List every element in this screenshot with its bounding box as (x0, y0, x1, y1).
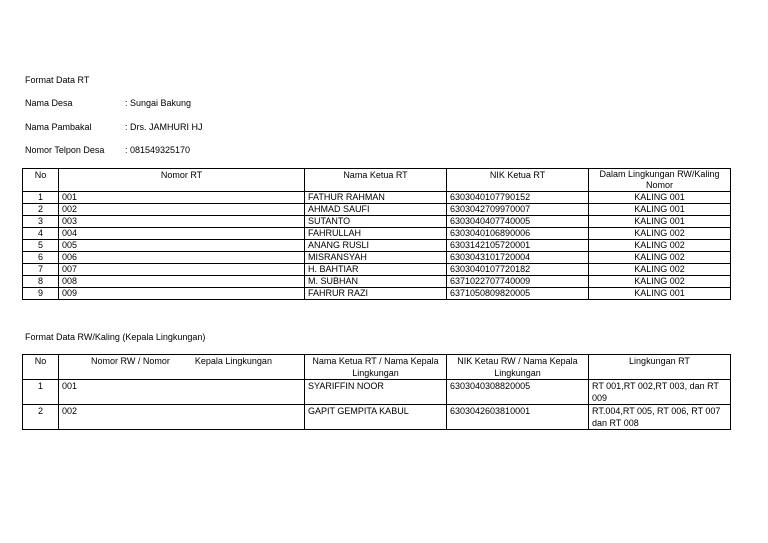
col-header: Dalam Lingkungan RW/Kaling Nomor (589, 169, 731, 192)
table-cell: 006 (59, 252, 305, 264)
col-header: NIK Ketau RW / Nama Kepala Lingkungan (447, 355, 589, 380)
table-cell: KALING 002 (589, 228, 731, 240)
table-cell: 3 (23, 216, 59, 228)
table-cell: 003 (59, 216, 305, 228)
table-cell: 008 (59, 276, 305, 288)
col-header: No (23, 169, 59, 192)
rt-table (22, 168, 731, 300)
table-cell: 005 (59, 240, 305, 252)
table-cell: 2 (23, 204, 59, 216)
table-cell: MISRANSYAH (305, 252, 447, 264)
table-cell: 6303040107720182 (447, 264, 589, 276)
table-cell: KALING 001 (589, 216, 731, 228)
table-row (23, 288, 731, 300)
table-cell: SUTANTO (305, 216, 447, 228)
table-cell: GAPIT GEMPITA KABUL (305, 405, 447, 430)
info-row-pambakal (25, 122, 203, 132)
table-cell: ANANG RUSLI (305, 240, 447, 252)
info-label: Nama Pambakal (25, 122, 92, 132)
table-cell: 6303042709970007 (447, 204, 589, 216)
table-row (23, 240, 731, 252)
table-row (23, 405, 731, 430)
table-cell: KALING 002 (589, 276, 731, 288)
col-header: Nama Ketua RT / Nama Kepala Lingkungan (305, 355, 447, 380)
section1-title: Format Data RT (25, 75, 90, 85)
table-cell: RT.004,RT 005, RT 006, RT 007 dan RT 008 (589, 405, 731, 430)
table-cell: 6303040407740005 (447, 216, 589, 228)
col-header: Nomor RT (59, 169, 305, 192)
col-header: Lingkungan RT (589, 355, 731, 380)
table-row (23, 216, 731, 228)
table-cell: KALING 001 (589, 288, 731, 300)
table-cell: AHMAD SAUFI (305, 204, 447, 216)
col-header: Nama Ketua RT (305, 169, 447, 192)
table-cell: 002 (59, 405, 305, 430)
table-cell: 9 (23, 288, 59, 300)
table-cell: 6303043101720004 (447, 252, 589, 264)
col-header: Nomor RW / Nomor Kepala Lingkungan (59, 355, 305, 380)
table-cell: 8 (23, 276, 59, 288)
table-cell: 6303142105720001 (447, 240, 589, 252)
info-value: : 081549325170 (125, 145, 191, 155)
table-cell: SYARIFFIN NOOR (305, 380, 447, 405)
table-cell: 5 (23, 240, 59, 252)
table-cell: 1 (23, 192, 59, 204)
col-header: NIK Ketua RT (447, 169, 589, 192)
table-cell: KALING 002 (589, 240, 731, 252)
table-cell: 4 (23, 228, 59, 240)
table-row (23, 380, 731, 405)
col-header: No (23, 355, 59, 380)
section2-title: Format Data RW/Kaling (Kepala Lingkungan) (25, 332, 206, 342)
table-cell: 6303042603810001 (447, 405, 589, 430)
table-cell: H. BAHTIAR (305, 264, 447, 276)
table-cell: 1 (23, 380, 59, 405)
table-cell: 2 (23, 405, 59, 430)
table-cell: FAHRUR RAZI (305, 288, 447, 300)
table-cell: KALING 001 (589, 192, 731, 204)
table-row (23, 204, 731, 216)
info-row-desa (25, 98, 191, 108)
table-header-row (23, 169, 731, 192)
table-cell: 009 (59, 288, 305, 300)
rw-table (22, 354, 731, 430)
table-cell: RT 001,RT 002,RT 003, dan RT 009 (589, 380, 731, 405)
table-cell: 6 (23, 252, 59, 264)
info-label: Nomor Telpon Desa (25, 145, 105, 155)
info-row-telpon (25, 145, 190, 155)
table-cell: 6303040107790152 (447, 192, 589, 204)
table-row (23, 276, 731, 288)
table-row (23, 264, 731, 276)
table-cell: KALING 002 (589, 252, 731, 264)
info-label: Nama Desa (25, 98, 73, 108)
table-cell: 001 (59, 380, 305, 405)
table-cell: 6371050809820005 (447, 288, 589, 300)
table-cell: KALING 001 (589, 204, 731, 216)
table-cell: 6371022707740009 (447, 276, 589, 288)
table-cell: 002 (59, 204, 305, 216)
table-header-row (23, 355, 731, 380)
table-cell: 001 (59, 192, 305, 204)
table-cell: M. SUBHAN (305, 276, 447, 288)
table-row (23, 228, 731, 240)
table-cell: FATHUR RAHMAN (305, 192, 447, 204)
table-row (23, 192, 731, 204)
table-cell: 7 (23, 264, 59, 276)
table-cell: 6303040308820005 (447, 380, 589, 405)
table-cell: 6303040106890006 (447, 228, 589, 240)
table-cell: 004 (59, 228, 305, 240)
info-value: : Drs. JAMHURI HJ (125, 122, 203, 132)
info-value: : Sungai Bakung (125, 98, 192, 108)
table-cell: FAHRULLAH (305, 228, 447, 240)
table-row (23, 252, 731, 264)
table-cell: KALING 002 (589, 264, 731, 276)
table-cell: 007 (59, 264, 305, 276)
